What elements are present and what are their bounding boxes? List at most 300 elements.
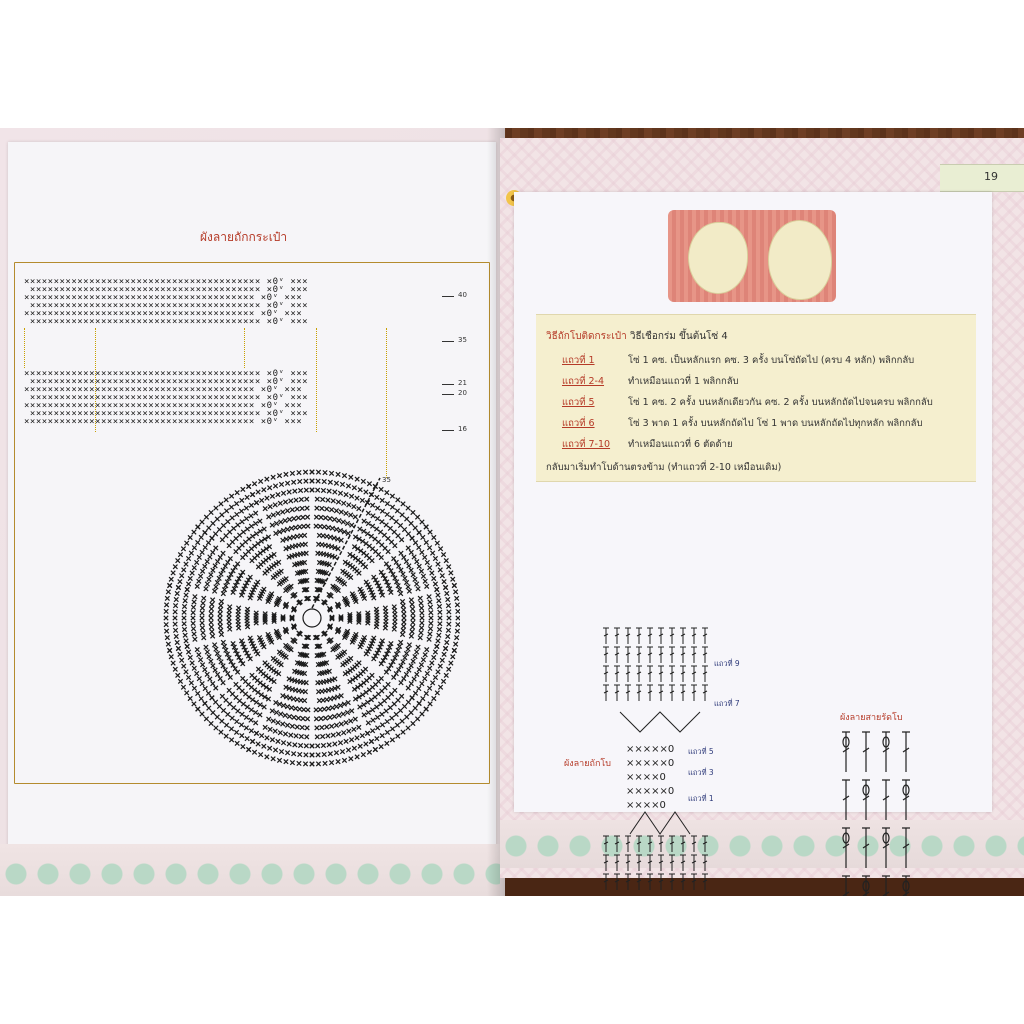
x-stitch	[425, 584, 429, 588]
x-stitch	[327, 743, 331, 747]
x-stitch	[443, 585, 447, 589]
strap-chart	[836, 726, 926, 896]
x-stitch	[406, 700, 410, 704]
x-stitch	[222, 644, 226, 648]
x-stitch	[305, 515, 309, 519]
x-stitch	[379, 744, 383, 748]
x-stitch	[365, 700, 369, 704]
x-stitch	[409, 568, 413, 572]
x-stitch	[200, 520, 204, 524]
x-stitch	[409, 664, 413, 668]
x-stitch	[256, 742, 260, 746]
x-stitch	[394, 560, 398, 564]
x-stitch	[240, 520, 244, 524]
x-stitch	[328, 697, 332, 701]
x-stitch	[285, 723, 289, 727]
x-stitch	[271, 719, 275, 723]
x-stitch	[438, 568, 442, 572]
x-stitch	[190, 571, 194, 575]
x-stitch	[347, 729, 351, 733]
x-stitch	[256, 667, 260, 671]
x-stitch	[219, 660, 223, 664]
x-stitch	[289, 526, 293, 530]
x-stitch	[338, 491, 342, 495]
dc-stitch	[691, 647, 697, 663]
x-stitch	[451, 655, 455, 659]
x-stitch	[166, 590, 170, 594]
x-stitch	[221, 523, 225, 527]
x-stitch	[417, 564, 421, 568]
x-stitch	[358, 527, 362, 531]
dc-stitch	[842, 732, 850, 772]
x-stitch	[336, 472, 340, 476]
x-stitch	[210, 536, 214, 540]
x-stitch	[421, 658, 425, 662]
x-stitch	[415, 717, 419, 721]
x-stitch	[339, 722, 343, 726]
dc-stitch	[647, 647, 653, 663]
bow-row-label-9: แถวที่ 9	[714, 659, 740, 668]
x-stitch	[394, 671, 398, 675]
dc-stitch	[691, 836, 697, 852]
x-stitch	[320, 497, 324, 501]
x-stitch	[435, 541, 439, 545]
x-stitch	[370, 558, 374, 562]
x-stitch	[380, 733, 384, 737]
x-stitch	[265, 496, 269, 500]
x-stitch	[399, 680, 403, 684]
x-stitch	[447, 616, 451, 620]
x-stitch	[283, 713, 287, 717]
x-stitch	[438, 616, 442, 620]
bag-chart-lower-rows: ×××××××××××××××××××××××××××××××××××××××× ×0ᵛ ××× ××××××××××××××××××××××××××××××××××××××× ×0ᵛ ××× ××××××××××××××××××××××××××××××××××××××× ×0ᵛ ××× ××××××××××××××××××××××××××××××××××××××× ×0ᵛ ××× ××××××××××××××××××××××××××××××××××××××× ×0ᵛ ××× ××××××××××××××××××××××××××××××××××××××× ×0ᵛ ××× ××××××××××××××××××××××××××××××××××××××× ×0ᵛ ×××	[24, 369, 309, 427]
x-stitch	[234, 501, 238, 505]
x-stitch	[404, 651, 408, 655]
x-stitch	[388, 526, 392, 530]
x-stitch	[330, 526, 334, 530]
x-stitch	[262, 488, 266, 492]
x-stitch	[279, 749, 283, 753]
x-stitch	[262, 744, 266, 748]
x-stitch	[165, 635, 169, 639]
x-stitch	[410, 625, 414, 629]
x-stitch	[265, 755, 269, 759]
dc-stitch	[691, 855, 697, 871]
x-stitch	[438, 547, 442, 551]
x-stitch	[218, 616, 222, 620]
x-stitch	[192, 666, 196, 670]
x-stitch	[451, 577, 455, 581]
x-stitch	[211, 664, 215, 668]
sc-row: ×××××0	[626, 758, 675, 769]
bow-chart-title: ผังลายถักโบ	[564, 759, 611, 769]
x-stitch	[171, 571, 175, 575]
x-stitch	[214, 647, 218, 651]
x-stitch	[362, 529, 366, 533]
bow-photo	[668, 210, 836, 302]
x-stitch	[303, 762, 307, 766]
x-stitch	[446, 634, 450, 638]
x-stitch	[277, 758, 281, 762]
x-stitch	[270, 523, 274, 527]
x-stitch	[285, 704, 289, 708]
x-stitch	[333, 742, 337, 746]
x-stitch	[428, 666, 432, 670]
x-stitch	[173, 628, 177, 632]
x-stitch	[224, 498, 228, 502]
x-stitch	[303, 470, 307, 474]
x-stitch	[215, 715, 219, 719]
x-stitch	[203, 530, 207, 534]
sc-row: ××××0	[626, 772, 666, 783]
x-stitch	[445, 591, 449, 595]
dc-stitch	[680, 685, 686, 701]
x-stitch	[369, 739, 373, 743]
x-stitch	[220, 694, 224, 698]
x-stitch	[271, 513, 275, 517]
x-stitch	[407, 589, 411, 593]
x-stitch	[328, 715, 332, 719]
x-stitch	[258, 752, 262, 756]
x-stitch	[182, 610, 186, 614]
x-stitch	[176, 558, 180, 562]
dc-stitch	[647, 874, 653, 890]
x-stitch	[304, 488, 308, 492]
x-stitch	[428, 605, 432, 609]
x-stitch	[234, 730, 238, 734]
x-stitch	[185, 644, 189, 648]
x-stitch	[184, 562, 188, 566]
x-stitch	[316, 690, 320, 694]
x-stitch	[173, 622, 177, 626]
x-stitch	[209, 659, 213, 663]
x-stitch	[319, 515, 323, 519]
x-stitch	[214, 546, 218, 550]
x-stitch	[182, 604, 186, 608]
x-stitch	[443, 646, 447, 650]
dc-stitch	[669, 628, 675, 644]
x-stitch	[330, 705, 334, 709]
dc-stitch	[669, 874, 675, 890]
x-stitch	[210, 696, 214, 700]
x-stitch	[197, 653, 201, 657]
x-stitch	[384, 709, 388, 713]
x-stitch	[397, 644, 401, 648]
x-stitch	[273, 748, 277, 752]
x-stitch	[433, 582, 437, 586]
x-stitch	[179, 658, 183, 662]
x-stitch	[281, 741, 285, 745]
row-label: แถวที่ 7-10	[562, 439, 611, 450]
x-stitch	[205, 559, 209, 563]
x-stitch	[207, 654, 211, 658]
x-stitch	[428, 632, 432, 636]
x-stitch	[295, 697, 299, 701]
x-stitch	[315, 497, 319, 501]
x-stitch	[164, 629, 168, 633]
x-stitch	[453, 590, 457, 594]
x-stitch	[404, 580, 408, 584]
x-stitch	[192, 566, 196, 570]
x-stitch	[226, 519, 230, 523]
dc-stitch	[702, 836, 708, 852]
x-stitch	[184, 593, 188, 597]
x-stitch	[188, 535, 192, 539]
x-stitch	[254, 731, 258, 735]
x-stitch	[178, 652, 182, 656]
x-stitch	[281, 491, 285, 495]
x-stitch	[250, 534, 254, 538]
x-stitch	[184, 691, 188, 695]
x-stitch	[298, 752, 302, 756]
x-stitch	[231, 526, 235, 530]
x-stitch	[321, 743, 325, 747]
dc-stitch	[625, 628, 631, 644]
x-stitch	[318, 524, 322, 528]
x-stitch	[219, 599, 223, 603]
x-stitch	[211, 550, 215, 554]
x-stitch	[406, 686, 410, 690]
x-stitch	[228, 675, 232, 679]
x-stitch	[208, 555, 212, 559]
bow-row-label-3: แถวที่ 3	[688, 768, 714, 777]
dc-stitch	[614, 855, 620, 871]
x-stitch	[214, 686, 218, 690]
dc-stitch	[636, 647, 642, 663]
x-stitch	[430, 551, 434, 555]
x-stitch	[291, 480, 295, 484]
x-stitch	[341, 520, 345, 524]
x-stitch	[442, 579, 446, 583]
x-stitch	[419, 569, 423, 573]
x-stitch	[409, 521, 413, 525]
x-stitch	[198, 574, 202, 578]
x-stitch	[221, 708, 225, 712]
x-stitch	[250, 492, 254, 496]
x-stitch	[285, 509, 289, 513]
x-stitch	[301, 716, 305, 720]
x-stitch	[432, 696, 436, 700]
x-stitch	[374, 705, 378, 709]
x-stitch	[411, 620, 415, 624]
x-stitch	[390, 716, 394, 720]
x-stitch	[420, 520, 424, 524]
x-stitch	[452, 648, 456, 652]
x-stitch	[244, 506, 248, 510]
x-stitch	[230, 516, 234, 520]
dc-stitch	[691, 685, 697, 701]
x-stitch	[289, 705, 293, 709]
x-stitch	[397, 587, 401, 591]
x-stitch	[297, 707, 301, 711]
dc-stitch	[614, 874, 620, 890]
x-stitch	[323, 516, 327, 520]
x-stitch	[317, 698, 321, 702]
x-stitch	[214, 585, 218, 589]
x-stitch	[437, 604, 441, 608]
x-stitch	[438, 685, 442, 689]
x-stitch	[306, 708, 310, 712]
x-stitch	[320, 506, 324, 510]
x-stitch	[207, 577, 211, 581]
dc-stitch	[702, 647, 708, 663]
x-stitch	[323, 470, 327, 474]
x-stitch	[341, 712, 345, 716]
dc-stitch	[882, 828, 890, 868]
x-stitch	[395, 723, 399, 727]
x-stitch	[352, 504, 356, 508]
x-stitch	[365, 731, 369, 735]
x-stitch	[385, 501, 389, 505]
x-stitch	[375, 495, 379, 499]
x-stitch	[221, 591, 225, 595]
x-stitch	[279, 482, 283, 486]
x-stitch	[262, 527, 266, 531]
x-stitch	[334, 723, 338, 727]
x-stitch	[201, 601, 205, 605]
row-label: แถวที่ 6	[562, 418, 595, 429]
x-stitch	[433, 650, 437, 654]
x-stitch	[270, 494, 274, 498]
dc-stitch	[658, 628, 664, 644]
x-stitch	[210, 598, 214, 602]
x-stitch	[173, 616, 177, 620]
x-stitch	[258, 713, 262, 717]
x-stitch	[401, 502, 405, 506]
dc-stitch	[614, 685, 620, 701]
x-stitch	[325, 534, 329, 538]
x-stitch	[206, 691, 210, 695]
x-stitch	[441, 679, 445, 683]
dc-stitch	[647, 666, 653, 682]
x-stitch	[204, 717, 208, 721]
x-stitch	[355, 496, 359, 500]
x-stitch	[310, 488, 314, 492]
x-stitch	[425, 647, 429, 651]
dc-stitch	[658, 647, 664, 663]
repeat-guide	[316, 328, 317, 432]
x-stitch	[358, 705, 362, 709]
x-stitch	[267, 717, 271, 721]
x-stitch	[436, 670, 440, 674]
dc-stitch	[882, 732, 890, 772]
x-stitch	[268, 504, 272, 508]
x-stitch	[284, 759, 288, 763]
x-stitch	[322, 707, 326, 711]
x-stitch	[211, 710, 215, 714]
x-stitch	[191, 610, 195, 614]
x-stitch	[315, 735, 319, 739]
dc-stitch	[614, 836, 620, 852]
x-stitch	[406, 585, 410, 589]
x-stitch	[175, 591, 179, 595]
x-stitch	[350, 523, 354, 527]
dc-stitch	[902, 732, 910, 772]
dc-stitch	[842, 828, 850, 868]
x-stitch	[310, 470, 314, 474]
x-stitch	[310, 744, 314, 748]
x-stitch	[409, 634, 413, 638]
dc-stitch	[680, 836, 686, 852]
dc-stitch	[647, 628, 653, 644]
bow-row-label-5: แถวที่ 5	[688, 747, 714, 756]
x-stitch	[329, 471, 333, 475]
dc-stitch	[625, 874, 631, 890]
circle-base-chart	[150, 458, 460, 768]
x-stitch	[456, 609, 460, 613]
x-stitch	[226, 671, 230, 675]
x-stitch	[334, 481, 338, 485]
lace-border-right	[500, 820, 1024, 868]
x-stitch	[436, 593, 440, 597]
x-stitch	[305, 506, 309, 510]
row-number-40: 40	[458, 291, 467, 299]
x-stitch	[401, 660, 405, 664]
x-stitch	[194, 560, 198, 564]
x-stitch	[191, 621, 195, 625]
x-stitch	[328, 752, 332, 756]
x-stitch	[344, 739, 348, 743]
x-stitch	[249, 524, 253, 528]
x-stitch	[239, 723, 243, 727]
x-stitch	[373, 747, 377, 751]
x-stitch	[385, 730, 389, 734]
x-stitch	[430, 681, 434, 685]
x-stitch	[320, 734, 324, 738]
x-stitch	[211, 521, 215, 525]
x-stitch	[285, 481, 289, 485]
x-stitch	[338, 741, 342, 745]
repeat-guide	[95, 328, 96, 432]
x-stitch	[166, 642, 170, 646]
x-stitch	[228, 605, 232, 609]
crochet-leaf	[768, 220, 832, 300]
x-stitch	[191, 605, 195, 609]
row-tick	[442, 341, 454, 342]
dc-stitch	[603, 666, 609, 682]
x-stitch	[427, 546, 431, 550]
dc-stitch	[702, 855, 708, 871]
x-stitch	[219, 572, 223, 576]
dc-stitch	[614, 628, 620, 644]
x-stitch	[316, 753, 320, 757]
dc-stitch	[636, 666, 642, 682]
x-stitch	[444, 673, 448, 677]
row-label: แถวที่ 5	[562, 397, 595, 408]
x-stitch	[204, 515, 208, 519]
x-stitch	[195, 540, 199, 544]
dc-stitch	[614, 666, 620, 682]
x-stitch	[197, 579, 201, 583]
row-tick	[442, 394, 454, 395]
x-stitch	[188, 576, 192, 580]
x-stitch	[399, 694, 403, 698]
x-stitch	[240, 712, 244, 716]
x-stitch	[380, 723, 384, 727]
x-stitch	[421, 535, 425, 539]
x-stitch	[346, 484, 350, 488]
x-stitch	[446, 628, 450, 632]
x-stitch	[185, 587, 189, 591]
x-stitch	[183, 599, 187, 603]
x-stitch	[244, 516, 248, 520]
x-stitch	[396, 498, 400, 502]
x-stitch	[436, 562, 440, 566]
bow-row-label-7: แถวที่ 7	[714, 699, 740, 708]
x-stitch	[236, 709, 240, 713]
dc-stitch	[636, 874, 642, 890]
x-stitch	[328, 480, 332, 484]
